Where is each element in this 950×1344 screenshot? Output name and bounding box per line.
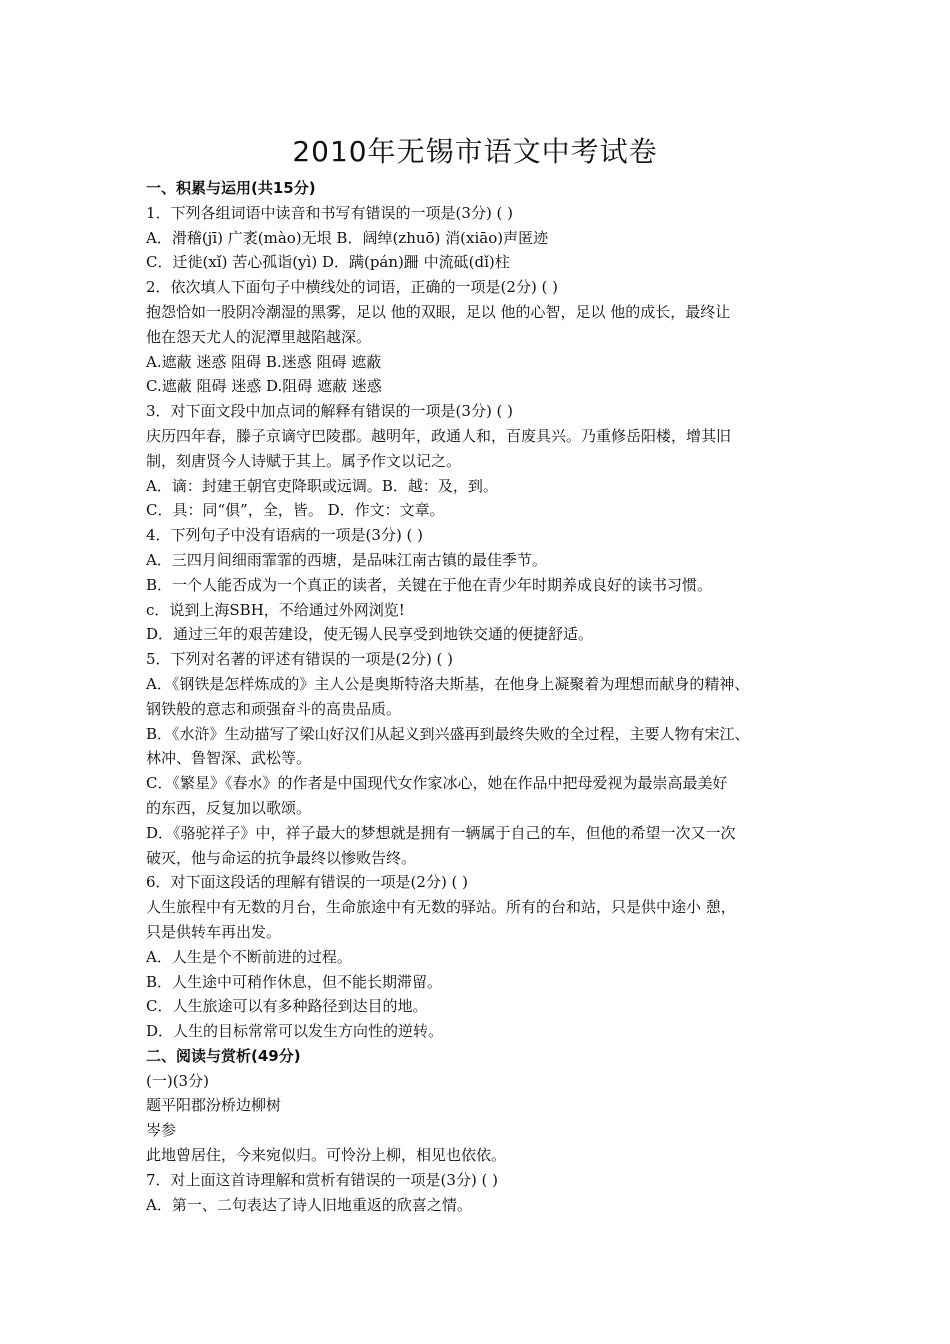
text-line: 此地曾居住，今来宛似归。可怜汾上柳，相见也依依。 [146,1146,507,1165]
answer-option: C．人生旅途可以有多种路径到达目的地。 [146,997,428,1016]
question-stem: 7．对上面这首诗理解和赏析有错误的一项是(3分) ( ) [146,1170,499,1189]
answer-option: A．谪：封建王朝官吏降职或远调。B．越：及，到。 [146,476,498,495]
text-line: 庆历四年春，滕子京谪守巴陵郡。越明年，政通人和，百废具兴。乃重修岳阳楼，增其旧 [146,426,732,445]
question-stem: 1．下列各组词语中读音和书写有错误的一项是(3分) ( ) [146,203,514,222]
text-line: 题平阳郡汾桥边柳树 [146,1096,282,1115]
answer-option: A．《钢铁是怎样炼成的》主人公是奥斯特洛夫斯基，在他身上凝聚着为理想而献身的精神、 [146,674,750,693]
answer-option: C．迁徙(xǐ) 苦心孤诣(yì) D．蹒(pán)跚 中流砥(dǐ)柱 [146,253,510,272]
answer-option: C．具：同“俱”，全，皆。 D．作文：文章。 [146,501,445,520]
text-line: 林冲、鲁智深、武松等。 [146,749,312,768]
document-title: 2010年无锡市语文中考试卷 [292,135,658,168]
text-line: 岑参 [146,1121,177,1140]
answer-option: c．说到上海SBH，不给通过外网浏览! [146,600,405,619]
answer-option: D．通过三年的艰苦建设，使无锡人民享受到地铁交通的便捷舒适。 [146,625,594,644]
text-line: 制，刻唐贤今人诗赋于其上。属予作文以记之。 [146,451,462,470]
section-heading: 一、积累与运用(共15分) [146,179,316,197]
answer-option: C．《繁星》《春水》的作者是中国现代女作家冰心，她在作品中把母爱视为最崇高最美好 [146,774,728,793]
question-stem: 4．下列句子中没有语病的一项是(3分) ( ) [146,526,424,545]
answer-option: A.遮蔽 迷惑 阻碍 B.迷惑 阻碍 遮蔽 [146,352,382,371]
question-stem: 6．对下面这段话的理解有错误的一项是(2分) ( ) [146,873,469,892]
answer-option: A．人生是个不断前进的过程。 [146,947,352,966]
answer-option: D．《骆驼祥子》中，祥子最大的梦想就是拥有一辆属于自己的车，但他的希望一次又一次 [146,823,736,842]
document-body [146,176,826,1217]
section-heading: 二、阅读与赏析(49分) [146,1046,301,1065]
question-stem: 2．依次填人下面句子中横线处的词语，正确的一项是(2分) ( ) [146,278,559,297]
answer-option: D．人生的目标常常可以发生方向性的逆转。 [146,1022,444,1041]
question-stem: 3．对下面文段中加点词的解释有错误的一项是(3分) ( ) [146,402,514,421]
answer-option: A．滑稽(jī) 广袤(mào)无垠 B．阔绰(zhuō) 消(xiāo)声匿迹 [146,228,549,247]
text-line: 抱怨恰如一股阴冷潮湿的黑雾，足以 他的双眼，足以 他的心智，足以 他的成长，最终让 [146,302,731,321]
answer-option: A．第一、二句表达了诗人旧地重返的欣喜之情。 [146,1195,472,1214]
answer-option: B．《水浒》生动描写了梁山好汉们从起义到兴盛再到最终失败的全过程，主要人物有宋江、 [146,724,750,743]
answer-option: A．三四月间细雨霏霏的西塘，是品味江南古镇的最佳季节。 [146,550,547,569]
question-stem: 5．下列对名著的评述有错误的一项是(2分) ( ) [146,650,454,669]
text-line: 钢铁般的意志和顽强奋斗的高贵品质。 [146,699,402,718]
text-line: 只是供转车再出发。 [146,922,282,941]
answer-option: B．人生途中可稍作休息，但不能长期滞留。 [146,972,443,991]
text-line: 破灭，他与命运的抗争最终以惨败告终。 [146,848,417,867]
text-line: 人生旅程中有无数的月台，生命旅途中有无数的驿站。所有的台和站，只是供中途小 憩， [146,898,736,917]
answer-option: C.遮蔽 阻碍 迷惑 D.阻碍 遮蔽 迷惑 [146,377,382,396]
text-line: 的东西，反复加以歌颂。 [146,798,312,817]
text-line: 他在怨天尤人的泥潭里越陷越深。 [146,327,372,346]
text-line: (一)(3分) [146,1071,209,1090]
answer-option: B．一个人能否成为一个真正的读者，关键在于他在青少年时期养成良好的读书习惯。 [146,575,713,594]
